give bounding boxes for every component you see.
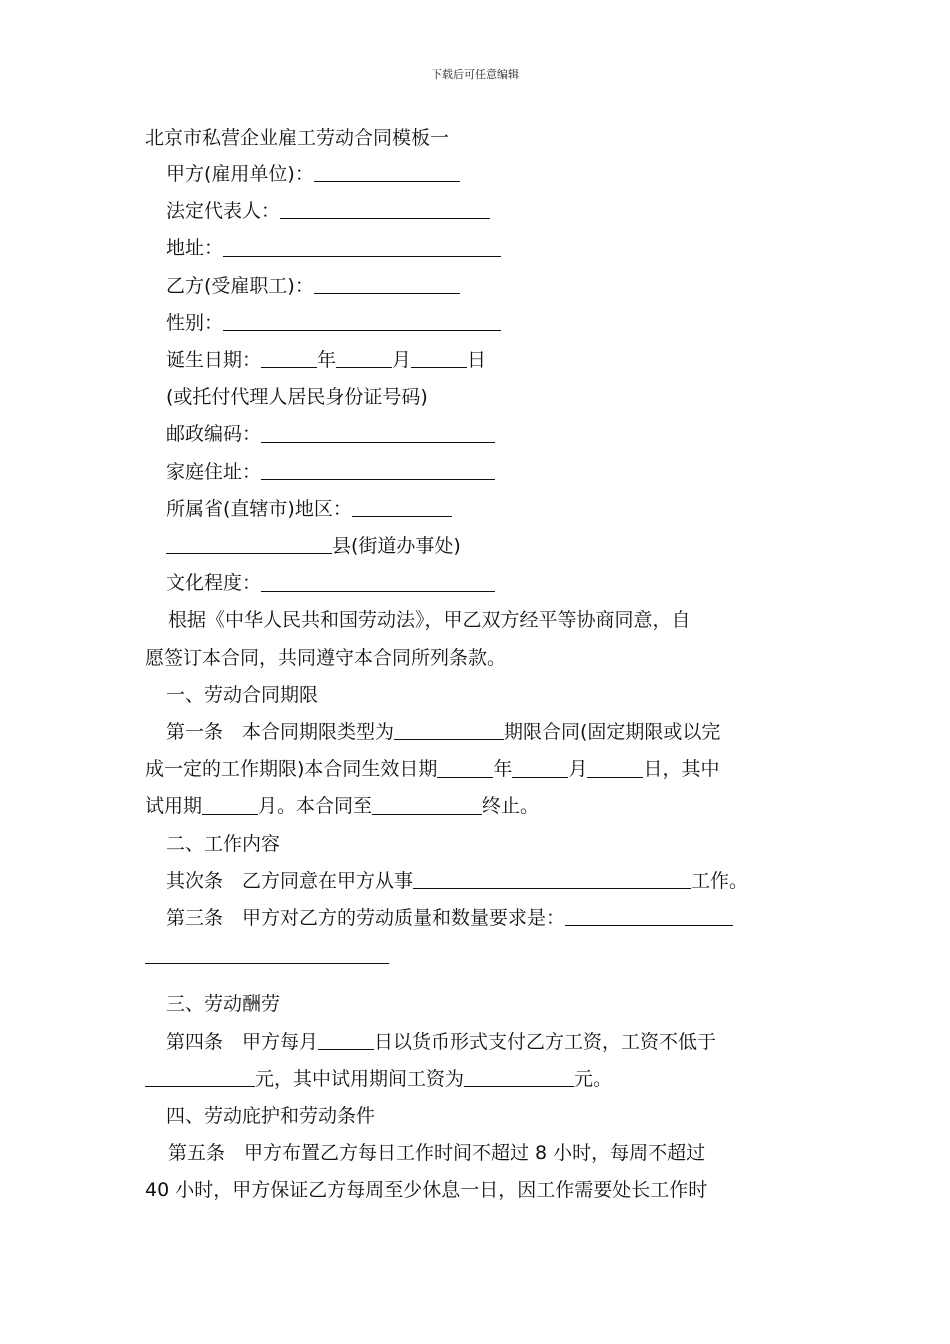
article-2-text: 其次条 乙方同意在甲方从事 (166, 869, 414, 892)
home-blank (261, 460, 495, 480)
effective-day-blank (587, 758, 643, 778)
article-5-line-1: 第五条 甲方布置乙方每日工作时间不超过 8 小时，每周不超过 (168, 1142, 706, 1165)
article-1-text: 第一条 本合同期限类型为 (166, 721, 395, 744)
birth-day-blank (411, 348, 467, 368)
gender-label: 性别： (166, 311, 224, 334)
birth-month-label: 月 (392, 349, 412, 372)
section-4-heading: 四、劳动庇护和劳动条件 (166, 1105, 376, 1128)
county-label: 县(街道办事处) (332, 535, 461, 558)
spacer (145, 974, 810, 986)
intro-paragraph (145, 602, 810, 676)
document-title: 北京市私营企业雇工劳动合同模板一 (145, 127, 450, 149)
probation-months-blank (202, 795, 258, 815)
article-1-text: 期限合同(固定期限或以完 (504, 721, 721, 744)
article-1-line-2 (145, 751, 810, 788)
article-4 (145, 1024, 810, 1098)
education-label: 文化程度： (166, 572, 262, 595)
article-1-text: 日，其中 (643, 758, 720, 781)
intro-line-1: 根据《中华人民共和国劳动法》，甲乙双方经平等协商同意，自 (168, 609, 691, 632)
county-line (145, 528, 810, 565)
employer-line (145, 156, 810, 193)
education-line (145, 565, 810, 602)
section-1-heading: 一、劳动合同期限 (166, 683, 319, 706)
article-5-line-2: 40 小时，甲方保证乙方每周至少休息一日，因工作需要处长工作时 (145, 1179, 708, 1202)
birth-year-blank (261, 348, 317, 368)
min-wage-blank (145, 1067, 255, 1087)
article-1-line-1 (145, 714, 810, 751)
end-date-blank (372, 795, 482, 815)
contract-type-blank (394, 720, 504, 740)
home-label: 家庭住址： (166, 460, 262, 483)
page-header: 下载后可任意编辑 (431, 68, 519, 81)
rep-line (145, 193, 810, 230)
employee-label: 乙方(受雇职工)： (166, 274, 314, 297)
postcode-blank (261, 423, 495, 443)
requirements-blank (565, 906, 733, 926)
article-3-text: 第三条 甲方对乙方的劳动质量和数量要求是： (166, 907, 566, 930)
article-4-text: 元，其中试用期间工资为 (255, 1067, 465, 1090)
section-2-heading: 二、工作内容 (166, 832, 281, 855)
birth-label: 诞生日期： (166, 349, 262, 372)
article-3-continuation (145, 937, 810, 974)
article-4-text: 元。 (574, 1067, 613, 1090)
province-line (145, 491, 810, 528)
employer-blank (314, 162, 460, 182)
address-line (145, 230, 810, 267)
pay-day-blank (318, 1030, 374, 1050)
address-label: 地址： (166, 237, 224, 260)
article-1-text: 成一定的工作期限)本合同生效日期 (145, 758, 438, 781)
birth-year-label: 年 (317, 349, 337, 372)
effective-year-blank (437, 758, 493, 778)
birth-line (145, 342, 810, 379)
home-line (145, 454, 810, 491)
postcode-label: 邮政编码： (166, 423, 262, 446)
article-1-line-3 (145, 788, 810, 825)
article-1-text: 年 (493, 758, 513, 781)
birth-day-label: 日 (467, 349, 487, 372)
article-3 (145, 900, 810, 937)
id-note: (或托付代理人居民身份证号码) (166, 386, 428, 409)
article-1-text: 终止。 (482, 795, 540, 818)
address-blank (223, 237, 501, 257)
postcode-line (145, 416, 810, 453)
article-1 (145, 714, 810, 826)
rep-blank (280, 199, 490, 219)
intro-line-2: 愿签订本合同，共同遵守本合同所列条款。 (145, 646, 507, 669)
gender-blank (223, 311, 501, 331)
article-4-text: 第四条 甲方每月 (166, 1030, 319, 1053)
probation-wage-blank (464, 1067, 574, 1087)
gender-line (145, 305, 810, 342)
birth-month-blank (336, 348, 392, 368)
employee-blank (314, 274, 460, 294)
rep-label: 法定代表人： (166, 200, 281, 223)
article-1-text: 月 (568, 758, 588, 781)
job-blank (413, 869, 691, 889)
effective-month-blank (512, 758, 568, 778)
article-1-text: 月。本合同至 (258, 795, 373, 818)
article-4-text: 日以货币形式支付乙方工资，工资不低于 (374, 1030, 717, 1053)
article-2-text: 工作。 (691, 869, 749, 892)
article-5 (145, 1135, 810, 1209)
requirements-blank-2 (145, 944, 389, 964)
education-blank (261, 572, 495, 592)
county-blank (166, 534, 332, 554)
document-body (145, 120, 810, 1210)
employee-line (145, 268, 810, 305)
province-blank (352, 497, 452, 517)
province-label: 所属省(直辖市)地区： (166, 497, 352, 520)
article-1-text: 试用期 (145, 795, 203, 818)
section-3-heading: 三、劳动酬劳 (166, 993, 281, 1016)
employer-label: 甲方(雇用单位)： (166, 163, 314, 185)
article-4-line-1 (145, 1024, 810, 1061)
article-4-line-2 (145, 1061, 810, 1098)
article-2 (145, 863, 810, 900)
